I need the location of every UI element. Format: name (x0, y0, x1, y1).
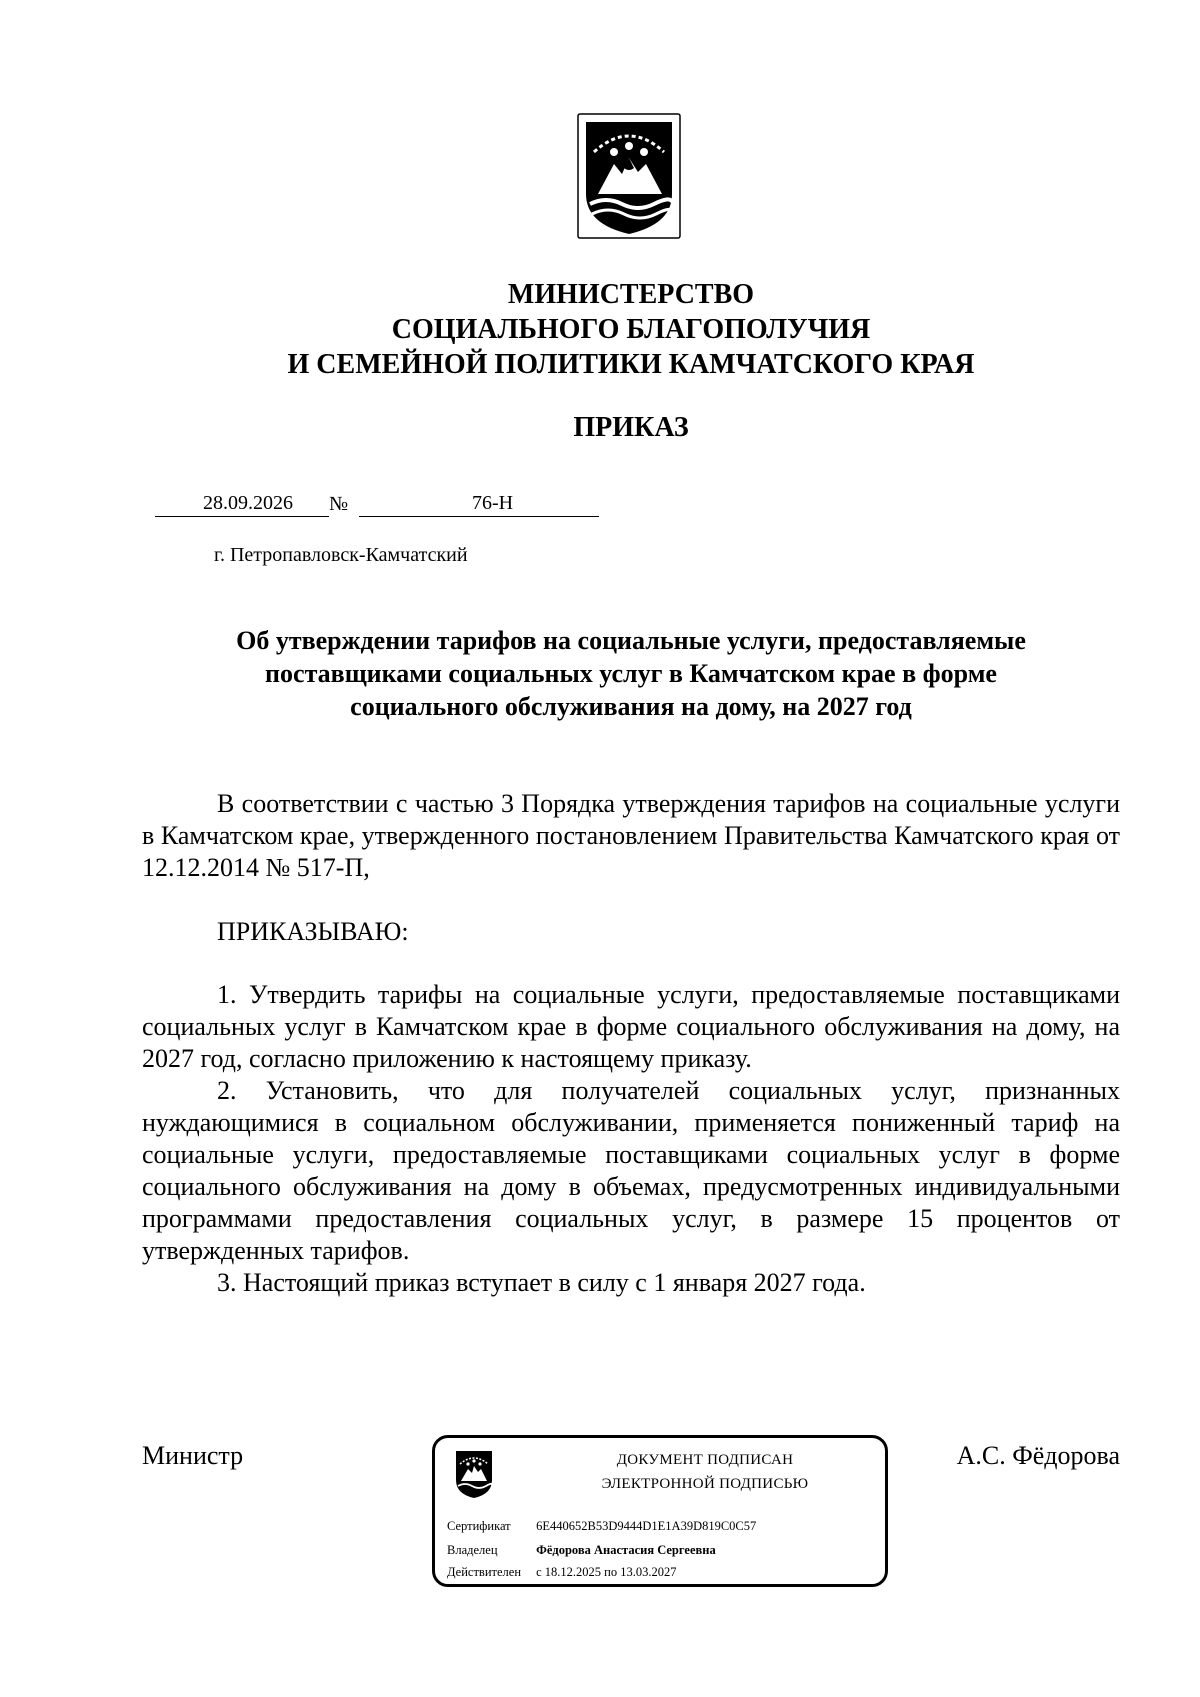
signer-name: А.С. Фёдорова (956, 1441, 1120, 1470)
preamble-text: В соответствии с частью 3 Порядка утверждения тарифов на социальные услуги в Камчатском крае, утвержденного постановлением Правительства Камчатского края от 12.12.2014 № 517-П, (142, 789, 1120, 882)
stamp-certificate-row (447, 1518, 756, 1534)
document-number: 76-Н (359, 490, 599, 517)
stamp-certificate-value: 6E440652B53D9444D1E1A39D819C0C57 (536, 1519, 757, 1533)
stamp-owner-row (447, 1542, 716, 1558)
ministry-line: И СЕМЕЙНОЙ ПОЛИТИКИ КАМЧАТСКОГО КРАЯ (287, 349, 975, 380)
number-sign: № (329, 493, 349, 515)
stamp-owner-value: Фёдорова Анастасия Сергеевна (536, 1543, 716, 1557)
order-items (142, 979, 1120, 1299)
stamp-validity-row (447, 1564, 677, 1580)
decree-text: ПРИКАЗЫВАЮ: (217, 917, 409, 946)
document-type: ПРИКАЗ (573, 412, 689, 443)
document-subject (142, 624, 1120, 723)
order-item: 2. Установить, что для получателей социальных услуг, признанных нуждающимися в социальном обслуживании, применяется пониженный тариф на социальные услуги, предоставляемые поставщиками социальных услуг в форме социального обслуживания на дому в объемах, предусмотренных индивидуальными программами предоставления социальных услуг, в размере 15 процентов от утвержденных тарифов. (142, 1076, 1120, 1265)
stamp-owner-label: Владелец (447, 1543, 498, 1557)
stamp-heading-line: ЭЛЕКТРОННОЙ ПОДПИСЬЮ (601, 1476, 809, 1492)
stamp-heading-line: ДОКУМЕНТ ПОДПИСАН (616, 1452, 794, 1468)
stamp-validity-label: Действителен (447, 1565, 522, 1579)
subject-line: Об утверждении тарифов на социальные услуги, предоставляемые (236, 626, 1026, 655)
order-item: 1. Утвердить тарифы на социальные услуги, предоставляемые поставщиками социальных услуг в Камчатском крае в форме социального обслуживания на дому, на 2027 год, согласно приложению к настоящему приказу. (142, 980, 1120, 1073)
document-date: 28.09.2026 (155, 490, 329, 517)
ministry-line: МИНИСТЕРСТВО (507, 279, 755, 310)
ministry-line: СОЦИАЛЬНОГО БЛАГОПОЛУЧИЯ (391, 314, 871, 345)
stamp-heading (535, 1448, 875, 1496)
date-number-line (155, 490, 599, 517)
electronic-signature-stamp (432, 1435, 888, 1587)
subject-line: социального обслуживания на дому, на 2027 год (350, 692, 912, 721)
decree-word (142, 916, 1120, 948)
stamp-validity-value: с 18.12.2025 по 13.03.2027 (536, 1565, 677, 1579)
city: г. Петропавловск-Камчатский (214, 544, 468, 566)
coat-of-arms-icon (576, 112, 682, 240)
preamble (142, 788, 1120, 884)
signer-position: Министр (142, 1441, 244, 1470)
coat-of-arms-icon (453, 1448, 495, 1500)
subject-line: поставщиками социальных услуг в Камчатском крае в форме (265, 659, 997, 688)
order-item: 3. Настоящий приказ вступает в силу с 1 января 2027 года. (217, 1268, 866, 1297)
stamp-certificate-label: Сертификат (447, 1519, 511, 1533)
ministry-name (0, 277, 1200, 382)
